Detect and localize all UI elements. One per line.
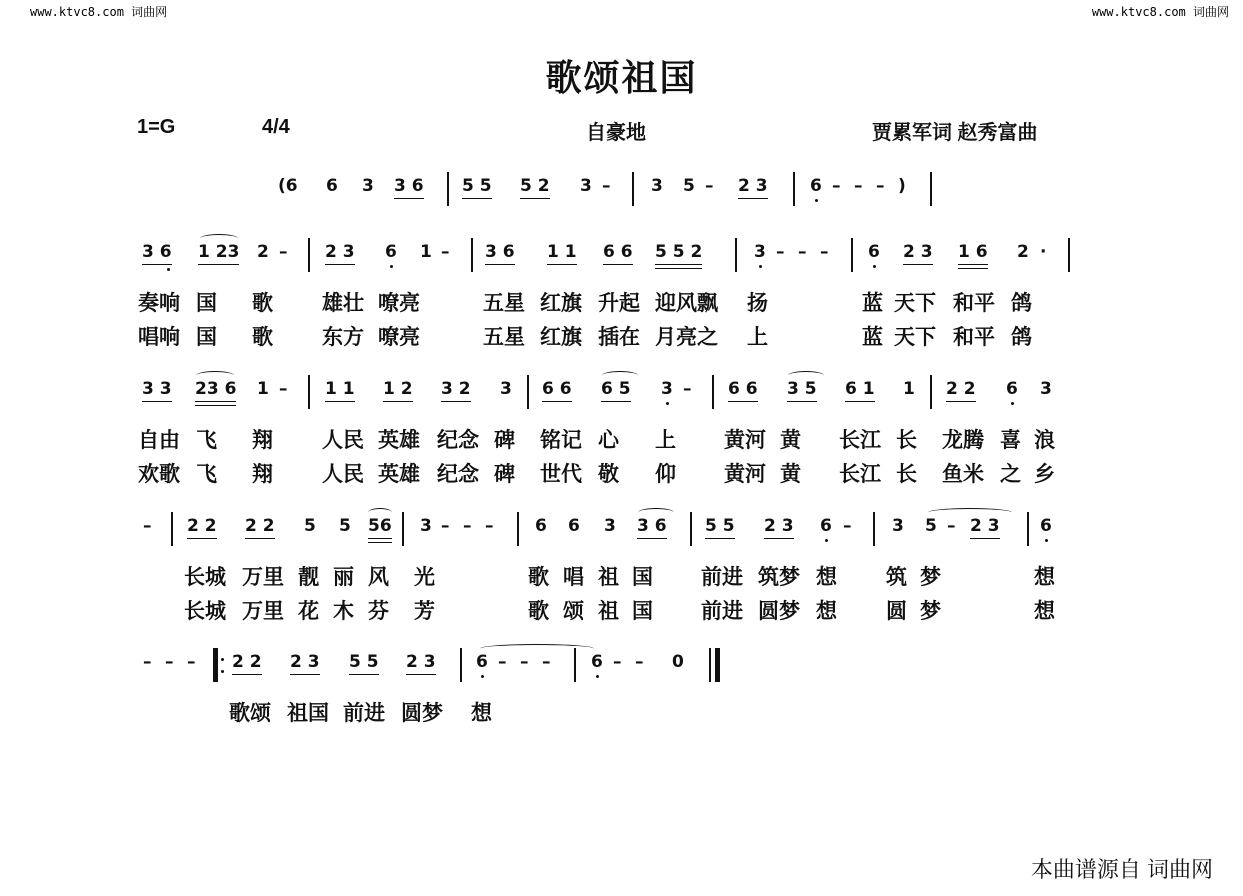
note: – bbox=[441, 516, 450, 536]
note: – bbox=[876, 176, 885, 196]
lyric: 靓 bbox=[298, 565, 319, 589]
lyric: 月亮之 bbox=[655, 325, 718, 349]
lyric: 欢歌 bbox=[138, 462, 180, 486]
lyric: 黄 bbox=[780, 428, 801, 452]
note: 1 6 bbox=[958, 242, 988, 262]
note: – bbox=[441, 242, 450, 262]
note: 6 bbox=[810, 176, 822, 196]
note: 1 1 bbox=[325, 379, 355, 399]
note: 1 1 bbox=[547, 242, 577, 262]
note: 3 5 bbox=[787, 379, 817, 399]
lyric: 木 bbox=[333, 599, 354, 623]
final-bar-line-thick bbox=[715, 648, 720, 682]
lyric: 仰 bbox=[655, 462, 676, 486]
note: 6 5 bbox=[601, 379, 631, 399]
bar-line bbox=[308, 375, 310, 409]
lyric: 迎风飘 bbox=[655, 291, 718, 315]
low-octave-dot bbox=[596, 675, 599, 678]
low-octave-dot bbox=[167, 268, 170, 271]
note: 1 23 bbox=[198, 242, 240, 262]
lyric: 歌 bbox=[528, 565, 549, 589]
score-row-4 bbox=[0, 648, 1243, 708]
lyric: 五星 bbox=[483, 325, 525, 349]
credits: 贾累军词 赵秀富曲 bbox=[872, 122, 1038, 144]
note: 2 bbox=[257, 242, 269, 262]
note: – bbox=[187, 652, 196, 672]
lyric: 蓝 bbox=[862, 325, 883, 349]
score-row-2 bbox=[0, 375, 1243, 435]
lyric: 丽 bbox=[333, 565, 354, 589]
lyric: 风 bbox=[368, 565, 389, 589]
lyric: 扬 bbox=[747, 291, 768, 315]
lyric: 碑 bbox=[494, 428, 515, 452]
note: 2 3 bbox=[325, 242, 355, 262]
lyric: 人民 bbox=[322, 462, 364, 486]
note: 6 bbox=[385, 242, 397, 262]
low-octave-dot bbox=[825, 539, 828, 542]
bar-line bbox=[873, 512, 875, 546]
lyric: 祖 bbox=[598, 599, 619, 623]
note: · bbox=[1040, 242, 1047, 262]
lyric: 纪念 bbox=[437, 428, 479, 452]
note: 2 3 bbox=[290, 652, 320, 672]
watermark-right: www.ktvc8.com 词曲网 bbox=[1091, 5, 1229, 19]
note: – bbox=[143, 652, 152, 672]
lyric: 黄河 bbox=[724, 428, 766, 452]
low-octave-dot bbox=[815, 199, 818, 202]
note: 5 5 2 bbox=[655, 242, 703, 262]
note: 2 2 bbox=[187, 516, 217, 536]
lyric: 黄 bbox=[780, 462, 801, 486]
note: (6 bbox=[278, 176, 298, 196]
lyric: 英雄 bbox=[378, 462, 420, 486]
bar-line bbox=[517, 512, 519, 546]
lyric: 祖国 bbox=[287, 701, 329, 725]
note: 5 bbox=[304, 516, 316, 536]
lyric: 圆梦 bbox=[401, 701, 443, 725]
lyric: 敬 bbox=[598, 462, 619, 486]
bar-line bbox=[930, 375, 932, 409]
note: 3 6 bbox=[485, 242, 515, 262]
note: – bbox=[485, 516, 494, 536]
note: – bbox=[279, 242, 288, 262]
lyric: 圆梦 bbox=[758, 599, 800, 623]
lyric: 红旗 bbox=[540, 291, 582, 315]
note: 3 2 bbox=[441, 379, 471, 399]
lyric: 龙腾 bbox=[942, 428, 984, 452]
note: – bbox=[635, 652, 644, 672]
low-octave-dot bbox=[666, 402, 669, 405]
lyric: 乡 bbox=[1034, 462, 1055, 486]
lyric: 想 bbox=[1034, 565, 1055, 589]
lyric: 翔 bbox=[252, 428, 273, 452]
lyric: 嘹亮 bbox=[378, 291, 420, 315]
note: 2 3 bbox=[738, 176, 768, 196]
note: 23 6 bbox=[195, 379, 237, 399]
note: – bbox=[520, 652, 529, 672]
note: 3 6 bbox=[142, 242, 172, 262]
note: – bbox=[165, 652, 174, 672]
note: 2 2 bbox=[245, 516, 275, 536]
note: 2 2 bbox=[232, 652, 262, 672]
lyric: 颂 bbox=[563, 599, 584, 623]
bar-line bbox=[402, 512, 404, 546]
lyric: 前进 bbox=[343, 701, 385, 725]
low-octave-dot bbox=[759, 265, 762, 268]
bar-line bbox=[793, 172, 795, 206]
bar-line bbox=[527, 375, 529, 409]
note: 5 2 bbox=[520, 176, 550, 196]
bar-line bbox=[471, 238, 473, 272]
watermark-left: www.ktvc8.com 词曲网 bbox=[30, 5, 168, 19]
lyric: 翔 bbox=[252, 462, 273, 486]
note: 5 bbox=[925, 516, 937, 536]
lyric: 升起 bbox=[598, 291, 640, 315]
note: 3 bbox=[892, 516, 904, 536]
lyric: 鱼米 bbox=[942, 462, 984, 486]
note: 6 bbox=[326, 176, 338, 196]
note: – bbox=[542, 652, 551, 672]
lyric: 前进 bbox=[701, 565, 743, 589]
low-octave-dot bbox=[390, 265, 393, 268]
note: 3 bbox=[1040, 379, 1052, 399]
note: – bbox=[705, 176, 714, 196]
lyric: 长江 bbox=[839, 462, 881, 486]
note: 1 bbox=[257, 379, 269, 399]
note: 5 bbox=[339, 516, 351, 536]
lyric: 歌 bbox=[252, 291, 273, 315]
note: 5 bbox=[683, 176, 695, 196]
bar-line bbox=[851, 238, 853, 272]
lyric: 祖 bbox=[598, 565, 619, 589]
song-title: 歌颂祖国 bbox=[545, 57, 698, 99]
lyric: 心 bbox=[598, 428, 619, 452]
lyric: 碑 bbox=[494, 462, 515, 486]
note: 5 5 bbox=[349, 652, 379, 672]
lyric: 花 bbox=[298, 599, 319, 623]
note: 3 6 bbox=[394, 176, 424, 196]
bar-line bbox=[308, 238, 310, 272]
note: ) bbox=[898, 176, 906, 196]
lyric: 万里 bbox=[242, 599, 284, 623]
note: 2 3 bbox=[970, 516, 1000, 536]
lyric: 国 bbox=[196, 291, 217, 315]
low-octave-dot bbox=[873, 265, 876, 268]
note: 6 6 bbox=[603, 242, 633, 262]
low-octave-dot bbox=[1011, 402, 1014, 405]
low-octave-dot bbox=[1045, 539, 1048, 542]
note: – bbox=[947, 516, 956, 536]
lyric: 上 bbox=[655, 428, 676, 452]
note: – bbox=[613, 652, 622, 672]
note: 3 bbox=[362, 176, 374, 196]
key-signature: 1=G bbox=[137, 116, 176, 138]
bar-line bbox=[712, 375, 714, 409]
lyric: 浪 bbox=[1034, 428, 1055, 452]
lyric: 万里 bbox=[242, 565, 284, 589]
note: 6 6 bbox=[728, 379, 758, 399]
lyric: 嘹亮 bbox=[378, 325, 420, 349]
bar-line bbox=[1068, 238, 1070, 272]
lyric: 和平 bbox=[953, 325, 995, 349]
lyric: 想 bbox=[816, 565, 837, 589]
time-signature: 4/4 bbox=[262, 116, 290, 138]
tempo-marking: 自豪地 bbox=[586, 122, 646, 144]
note: 2 3 bbox=[406, 652, 436, 672]
note: 3 6 bbox=[637, 516, 667, 536]
note: – bbox=[798, 242, 807, 262]
lyric: 英雄 bbox=[378, 428, 420, 452]
lyric: 国 bbox=[196, 325, 217, 349]
note: – bbox=[279, 379, 288, 399]
note: – bbox=[602, 176, 611, 196]
note: – bbox=[498, 652, 507, 672]
note: 3 bbox=[651, 176, 663, 196]
lyric: 圆 bbox=[886, 599, 907, 623]
lyric: 前进 bbox=[701, 599, 743, 623]
note: – bbox=[683, 379, 692, 399]
note: – bbox=[776, 242, 785, 262]
lyric: 梦 bbox=[920, 565, 941, 589]
note: 3 bbox=[500, 379, 512, 399]
note: 6 bbox=[535, 516, 547, 536]
note: 3 bbox=[420, 516, 432, 536]
bar-line bbox=[574, 648, 576, 682]
lyric: 芳 bbox=[414, 599, 435, 623]
lyric: 鸽 bbox=[1011, 325, 1032, 349]
lyric: 光 bbox=[414, 565, 435, 589]
lyric: 插在 bbox=[598, 325, 640, 349]
intro-row bbox=[0, 172, 1243, 232]
lyric: 想 bbox=[471, 701, 492, 725]
note: 2 bbox=[1017, 242, 1029, 262]
repeat-dot bbox=[221, 670, 224, 673]
lyric: 雄壮 bbox=[322, 291, 364, 315]
note: 3 bbox=[580, 176, 592, 196]
note: 6 bbox=[591, 652, 603, 672]
bar-line bbox=[1027, 512, 1029, 546]
note: – bbox=[843, 516, 852, 536]
lyric: 想 bbox=[816, 599, 837, 623]
note: 3 bbox=[661, 379, 673, 399]
bar-line bbox=[632, 172, 634, 206]
note: 6 6 bbox=[542, 379, 572, 399]
lyric: 长城 bbox=[184, 599, 226, 623]
bar-line bbox=[690, 512, 692, 546]
lyric: 蓝 bbox=[862, 291, 883, 315]
note: – bbox=[832, 176, 841, 196]
repeat-dot bbox=[221, 658, 224, 661]
note: 56 bbox=[368, 516, 392, 536]
note: 6 bbox=[868, 242, 880, 262]
lyric: 奏响 bbox=[138, 291, 180, 315]
note: 1 bbox=[903, 379, 915, 399]
lyric: 国 bbox=[632, 599, 653, 623]
lyric: 长 bbox=[896, 462, 917, 486]
lyric: 红旗 bbox=[540, 325, 582, 349]
lyric: 人民 bbox=[322, 428, 364, 452]
lyric: 纪念 bbox=[437, 462, 479, 486]
lyric: 想 bbox=[1034, 599, 1055, 623]
low-octave-dot bbox=[481, 675, 484, 678]
lyric: 歌 bbox=[252, 325, 273, 349]
note: 6 1 bbox=[845, 379, 875, 399]
lyric: 飞 bbox=[196, 428, 217, 452]
lyric: 歌 bbox=[528, 599, 549, 623]
lyric: 鸽 bbox=[1011, 291, 1032, 315]
lyric: 唱响 bbox=[138, 325, 180, 349]
lyric: 唱 bbox=[563, 565, 584, 589]
lyric: 自由 bbox=[138, 428, 180, 452]
lyric: 国 bbox=[632, 565, 653, 589]
bar-line bbox=[735, 238, 737, 272]
bar-line bbox=[447, 172, 449, 206]
note: 6 bbox=[568, 516, 580, 536]
lyric: 黄河 bbox=[724, 462, 766, 486]
lyric: 筑 bbox=[886, 565, 907, 589]
note: 6 bbox=[820, 516, 832, 536]
repeat-bar-line bbox=[213, 648, 218, 682]
lyric: 筑梦 bbox=[758, 565, 800, 589]
lyric: 和平 bbox=[953, 291, 995, 315]
lyric: 天下 bbox=[894, 291, 936, 315]
note: 2 2 bbox=[946, 379, 976, 399]
lyric: 世代 bbox=[540, 462, 582, 486]
note: 2 3 bbox=[764, 516, 794, 536]
lyric: 铭记 bbox=[540, 428, 582, 452]
lyric: 东方 bbox=[322, 325, 364, 349]
note: 6 bbox=[1006, 379, 1018, 399]
note: – bbox=[463, 516, 472, 536]
note: – bbox=[143, 516, 152, 536]
final-bar-line bbox=[709, 648, 711, 682]
lyric: 长江 bbox=[839, 428, 881, 452]
note: 3 bbox=[754, 242, 766, 262]
bar-line bbox=[460, 648, 462, 682]
lyric: 之 bbox=[1000, 462, 1021, 486]
lyric: 歌颂 bbox=[229, 701, 271, 725]
lyric: 天下 bbox=[894, 325, 936, 349]
lyric: 五星 bbox=[483, 291, 525, 315]
note: 1 2 bbox=[383, 379, 413, 399]
note: 2 3 bbox=[903, 242, 933, 262]
source-footer: 本曲谱源自 词曲网 bbox=[1030, 857, 1213, 882]
lyric: 梦 bbox=[920, 599, 941, 623]
note: 0 bbox=[672, 652, 684, 672]
lyric: 上 bbox=[747, 325, 768, 349]
bar-line bbox=[171, 512, 173, 546]
note: – bbox=[854, 176, 863, 196]
note: – bbox=[820, 242, 829, 262]
lyric: 长城 bbox=[184, 565, 226, 589]
note: 3 bbox=[604, 516, 616, 536]
lyric: 芬 bbox=[368, 599, 389, 623]
note: 1 bbox=[420, 242, 432, 262]
lyric: 长 bbox=[896, 428, 917, 452]
note: 5 5 bbox=[705, 516, 735, 536]
lyric: 喜 bbox=[1000, 428, 1021, 452]
note: 5 5 bbox=[462, 176, 492, 196]
note: 6 bbox=[476, 652, 488, 672]
bar-line bbox=[930, 172, 932, 206]
note: 6 bbox=[1040, 516, 1052, 536]
note: 3 3 bbox=[142, 379, 172, 399]
lyric: 飞 bbox=[196, 462, 217, 486]
